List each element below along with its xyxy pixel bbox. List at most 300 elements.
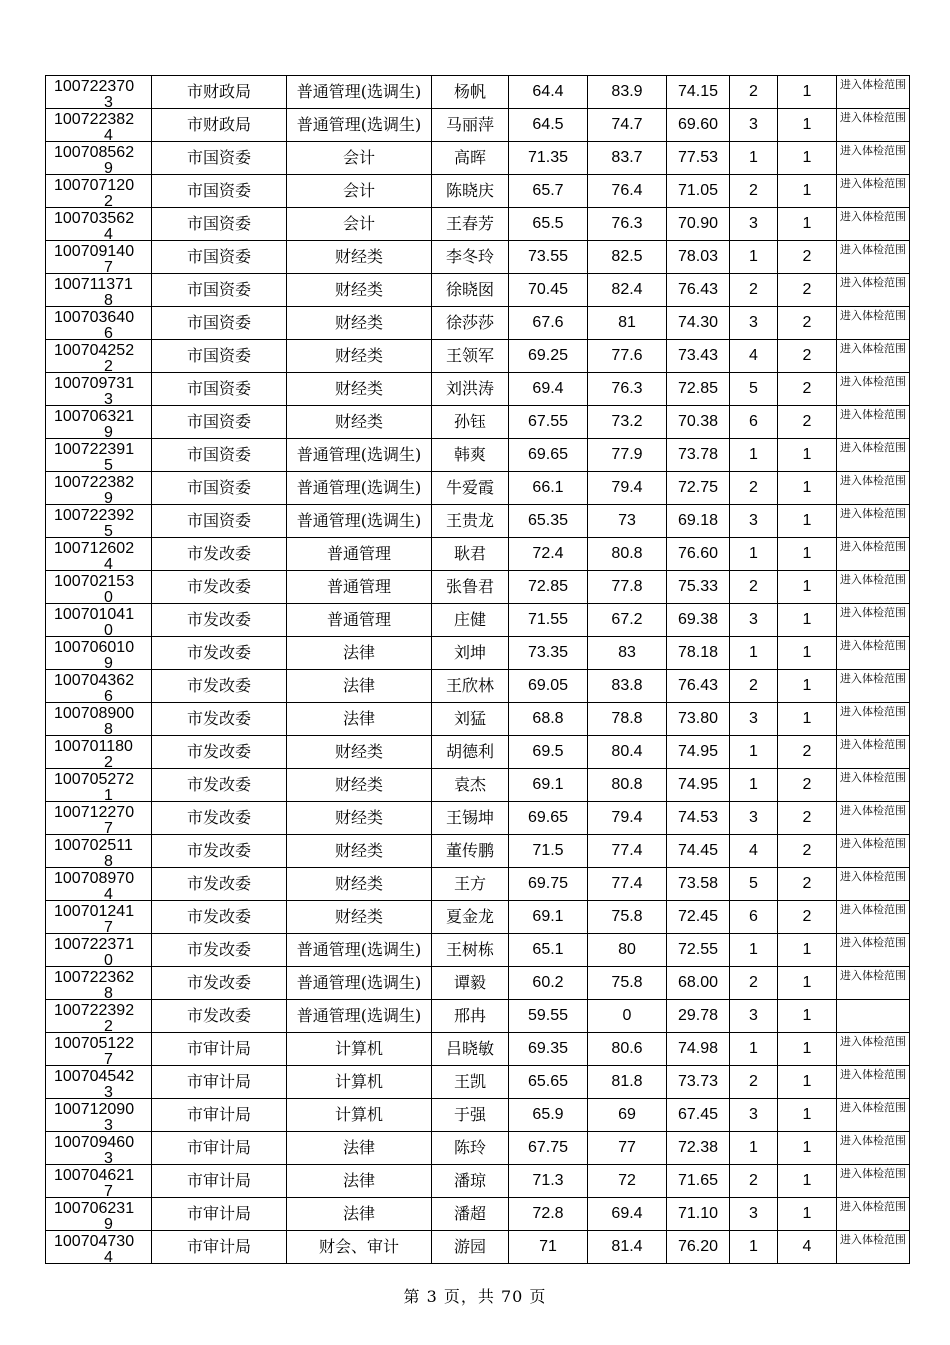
rank-cell: 1 xyxy=(730,1033,778,1066)
status-cell xyxy=(837,1198,910,1231)
status-cell xyxy=(837,142,910,175)
exam-id-cell xyxy=(46,373,152,406)
exam-id-tail: 4 xyxy=(104,556,113,571)
table-row xyxy=(46,241,910,274)
exam-id-tail: 0 xyxy=(104,589,113,604)
exam-id-tail: 3 xyxy=(104,1150,113,1165)
total-score-cell: 74.95 xyxy=(667,769,730,802)
written-score-cell: 59.55 xyxy=(509,1000,588,1033)
interview-score-cell: 0 xyxy=(588,1000,667,1033)
total-score-cell: 69.60 xyxy=(667,109,730,142)
status-cell xyxy=(837,1231,910,1264)
candidate-name-cell: 庄健 xyxy=(432,604,509,637)
rank-cell: 2 xyxy=(730,76,778,109)
candidate-name-cell: 王贵龙 xyxy=(432,505,509,538)
exam-id-main: 100722362 xyxy=(54,969,135,986)
rank-cell: 1 xyxy=(730,439,778,472)
position-cell: 财经类 xyxy=(287,373,432,406)
status-cell xyxy=(837,1132,910,1165)
exam-id-main: 100704621 xyxy=(54,1167,135,1184)
status-text: 进入体检范围 xyxy=(840,111,906,124)
quota-cell: 2 xyxy=(778,373,837,406)
rank-cell: 1 xyxy=(730,142,778,175)
table-row xyxy=(46,439,910,472)
quota-cell: 2 xyxy=(778,340,837,373)
department-cell: 市国资委 xyxy=(152,472,287,505)
exam-id-cell xyxy=(46,340,152,373)
quota-cell: 1 xyxy=(778,1198,837,1231)
exam-id-tail: 8 xyxy=(104,721,113,736)
results-table-body xyxy=(46,76,910,1264)
total-score-cell: 71.10 xyxy=(667,1198,730,1231)
total-score-cell: 73.58 xyxy=(667,868,730,901)
status-cell xyxy=(837,769,910,802)
exam-id-tail: 2 xyxy=(104,1018,113,1033)
candidate-name-cell: 张鲁君 xyxy=(432,571,509,604)
interview-score-cell: 80.4 xyxy=(588,736,667,769)
candidate-name-cell: 徐莎莎 xyxy=(432,307,509,340)
department-cell: 市发改委 xyxy=(152,1000,287,1033)
department-cell: 市国资委 xyxy=(152,373,287,406)
department-cell: 市发改委 xyxy=(152,967,287,1000)
written-score-cell: 72.85 xyxy=(509,571,588,604)
status-cell xyxy=(837,1066,910,1099)
table-row xyxy=(46,76,910,109)
status-text: 进入体检范围 xyxy=(840,1200,906,1213)
exam-id-main: 100712270 xyxy=(54,804,135,821)
interview-score-cell: 82.4 xyxy=(588,274,667,307)
candidate-name-cell: 潘超 xyxy=(432,1198,509,1231)
exam-id-cell xyxy=(46,802,152,835)
written-score-cell: 64.5 xyxy=(509,109,588,142)
position-cell: 普通管理 xyxy=(287,604,432,637)
position-cell: 计算机 xyxy=(287,1099,432,1132)
rank-cell: 5 xyxy=(730,373,778,406)
exam-id-tail: 1 xyxy=(104,787,113,802)
table-row xyxy=(46,472,910,505)
quota-cell: 1 xyxy=(778,604,837,637)
exam-id-tail: 5 xyxy=(104,523,113,538)
position-cell: 计算机 xyxy=(287,1033,432,1066)
department-cell: 市审计局 xyxy=(152,1132,287,1165)
written-score-cell: 65.1 xyxy=(509,934,588,967)
exam-id-cell xyxy=(46,967,152,1000)
exam-id-cell xyxy=(46,307,152,340)
status-cell xyxy=(837,868,910,901)
exam-id-tail: 2 xyxy=(104,754,113,769)
status-text: 进入体检范围 xyxy=(840,1035,906,1048)
exam-id-cell xyxy=(46,439,152,472)
department-cell: 市国资委 xyxy=(152,142,287,175)
total-score-cell: 71.65 xyxy=(667,1165,730,1198)
quota-cell: 1 xyxy=(778,208,837,241)
exam-id-main: 100702511 xyxy=(54,837,133,854)
exam-id-cell xyxy=(46,703,152,736)
interview-score-cell: 78.8 xyxy=(588,703,667,736)
exam-id-main: 100704252 xyxy=(54,342,135,359)
table-row xyxy=(46,571,910,604)
rank-cell: 3 xyxy=(730,505,778,538)
exam-id-cell xyxy=(46,1099,152,1132)
interview-score-cell: 69 xyxy=(588,1099,667,1132)
status-text xyxy=(837,1000,908,1002)
quota-cell: 1 xyxy=(778,1165,837,1198)
rank-cell: 4 xyxy=(730,340,778,373)
status-cell xyxy=(837,505,910,538)
quota-cell: 1 xyxy=(778,934,837,967)
department-cell: 市发改委 xyxy=(152,670,287,703)
status-text: 进入体检范围 xyxy=(840,804,906,817)
exam-id-cell xyxy=(46,868,152,901)
exam-id-tail: 4 xyxy=(104,1249,113,1264)
table-row xyxy=(46,1165,910,1198)
written-score-cell: 70.45 xyxy=(509,274,588,307)
exam-id-tail: 9 xyxy=(104,160,113,175)
department-cell: 市审计局 xyxy=(152,1198,287,1231)
written-score-cell: 69.4 xyxy=(509,373,588,406)
rank-cell: 1 xyxy=(730,1231,778,1264)
position-cell: 会计 xyxy=(287,208,432,241)
exam-id-cell xyxy=(46,670,152,703)
status-text: 进入体检范围 xyxy=(840,936,906,949)
department-cell: 市发改委 xyxy=(152,868,287,901)
position-cell: 法律 xyxy=(287,637,432,670)
quota-cell: 2 xyxy=(778,901,837,934)
exam-id-main: 100709731 xyxy=(54,375,135,392)
exam-id-cell xyxy=(46,505,152,538)
status-cell xyxy=(837,439,910,472)
written-score-cell: 69.35 xyxy=(509,1033,588,1066)
exam-id-main: 100707120 xyxy=(54,177,135,194)
department-cell: 市国资委 xyxy=(152,208,287,241)
status-text: 进入体检范围 xyxy=(840,903,906,916)
exam-id-cell xyxy=(46,604,152,637)
rank-cell: 1 xyxy=(730,1132,778,1165)
interview-score-cell: 77.4 xyxy=(588,868,667,901)
position-cell: 普通管理 xyxy=(287,538,432,571)
position-cell: 财经类 xyxy=(287,769,432,802)
table-row xyxy=(46,736,910,769)
exam-id-tail: 7 xyxy=(104,1051,113,1066)
rank-cell: 1 xyxy=(730,736,778,769)
position-cell: 财经类 xyxy=(287,835,432,868)
exam-id-cell xyxy=(46,571,152,604)
status-cell xyxy=(837,736,910,769)
table-row xyxy=(46,538,910,571)
quota-cell: 2 xyxy=(778,835,837,868)
exam-id-tail: 3 xyxy=(104,1117,113,1132)
exam-id-cell xyxy=(46,274,152,307)
exam-id-cell xyxy=(46,934,152,967)
exam-id-main: 100712602 xyxy=(54,540,135,557)
exam-id-cell xyxy=(46,109,152,142)
table-row xyxy=(46,1000,910,1033)
exam-id-main: 100711371 xyxy=(54,276,133,293)
status-text: 进入体检范围 xyxy=(840,837,906,850)
position-cell: 法律 xyxy=(287,1132,432,1165)
exam-id-tail: 2 xyxy=(104,358,113,373)
total-score-cell: 72.38 xyxy=(667,1132,730,1165)
exam-id-main: 100701241 xyxy=(54,903,135,920)
quota-cell: 1 xyxy=(778,1132,837,1165)
total-score-cell: 69.18 xyxy=(667,505,730,538)
status-cell xyxy=(837,76,910,109)
department-cell: 市国资委 xyxy=(152,175,287,208)
status-cell xyxy=(837,307,910,340)
written-score-cell: 69.5 xyxy=(509,736,588,769)
exam-id-main: 100706231 xyxy=(54,1200,135,1217)
total-score-cell: 74.30 xyxy=(667,307,730,340)
candidate-name-cell: 胡德利 xyxy=(432,736,509,769)
written-score-cell: 73.55 xyxy=(509,241,588,274)
position-cell: 普通管理(选调生) xyxy=(287,505,432,538)
status-text: 进入体检范围 xyxy=(840,507,906,520)
results-table xyxy=(45,75,910,1264)
position-cell: 法律 xyxy=(287,1198,432,1231)
exam-id-cell xyxy=(46,76,152,109)
department-cell: 市发改委 xyxy=(152,637,287,670)
status-text: 进入体检范围 xyxy=(840,639,906,652)
status-cell xyxy=(837,1000,910,1033)
exam-id-tail: 4 xyxy=(104,127,113,142)
written-score-cell: 67.6 xyxy=(509,307,588,340)
total-score-cell: 73.78 xyxy=(667,439,730,472)
candidate-name-cell: 孙钰 xyxy=(432,406,509,439)
position-cell: 财经类 xyxy=(287,868,432,901)
department-cell: 市财政局 xyxy=(152,76,287,109)
quota-cell: 2 xyxy=(778,769,837,802)
total-score-cell: 75.33 xyxy=(667,571,730,604)
quota-cell: 1 xyxy=(778,76,837,109)
status-cell xyxy=(837,472,910,505)
rank-cell: 2 xyxy=(730,1066,778,1099)
written-score-cell: 69.1 xyxy=(509,769,588,802)
written-score-cell: 69.05 xyxy=(509,670,588,703)
position-cell: 会计 xyxy=(287,142,432,175)
candidate-name-cell: 刘猛 xyxy=(432,703,509,736)
interview-score-cell: 77.9 xyxy=(588,439,667,472)
written-score-cell: 71 xyxy=(509,1231,588,1264)
exam-id-cell xyxy=(46,1033,152,1066)
exam-id-main: 100712090 xyxy=(54,1101,135,1118)
candidate-name-cell: 邢冉 xyxy=(432,1000,509,1033)
total-score-cell: 74.53 xyxy=(667,802,730,835)
position-cell: 普通管理(选调生) xyxy=(287,109,432,142)
rank-cell: 2 xyxy=(730,967,778,1000)
rank-cell: 3 xyxy=(730,1099,778,1132)
candidate-name-cell: 于强 xyxy=(432,1099,509,1132)
exam-id-cell xyxy=(46,736,152,769)
position-cell: 财经类 xyxy=(287,406,432,439)
status-text: 进入体检范围 xyxy=(840,870,906,883)
rank-cell: 3 xyxy=(730,307,778,340)
exam-id-main: 100702153 xyxy=(54,573,135,590)
exam-id-cell xyxy=(46,472,152,505)
exam-id-main: 100704542 xyxy=(54,1068,135,1085)
status-cell xyxy=(837,670,910,703)
candidate-name-cell: 王锡坤 xyxy=(432,802,509,835)
interview-score-cell: 75.8 xyxy=(588,901,667,934)
interview-score-cell: 83.8 xyxy=(588,670,667,703)
table-row xyxy=(46,373,910,406)
total-score-cell: 29.78 xyxy=(667,1000,730,1033)
exam-id-tail: 7 xyxy=(104,259,113,274)
rank-cell: 1 xyxy=(730,241,778,274)
exam-id-main: 100706321 xyxy=(54,408,135,425)
interview-score-cell: 77 xyxy=(588,1132,667,1165)
department-cell: 市发改委 xyxy=(152,538,287,571)
status-text: 进入体检范围 xyxy=(840,672,906,685)
position-cell: 财经类 xyxy=(287,274,432,307)
department-cell: 市发改委 xyxy=(152,901,287,934)
written-score-cell: 72.8 xyxy=(509,1198,588,1231)
candidate-name-cell: 潘琼 xyxy=(432,1165,509,1198)
exam-id-cell xyxy=(46,538,152,571)
candidate-name-cell: 谭毅 xyxy=(432,967,509,1000)
status-text: 进入体检范围 xyxy=(840,342,906,355)
exam-id-tail: 5 xyxy=(104,457,113,472)
status-text: 进入体检范围 xyxy=(840,738,906,751)
position-cell: 普通管理(选调生) xyxy=(287,1000,432,1033)
candidate-name-cell: 李冬玲 xyxy=(432,241,509,274)
interview-score-cell: 73 xyxy=(588,505,667,538)
status-text: 进入体检范围 xyxy=(840,771,906,784)
exam-id-tail: 6 xyxy=(104,325,113,340)
interview-score-cell: 81.8 xyxy=(588,1066,667,1099)
exam-id-tail: 7 xyxy=(104,1183,113,1198)
status-cell xyxy=(837,538,910,571)
interview-score-cell: 80.8 xyxy=(588,769,667,802)
candidate-name-cell: 王方 xyxy=(432,868,509,901)
table-row xyxy=(46,868,910,901)
total-score-cell: 78.03 xyxy=(667,241,730,274)
total-score-cell: 73.43 xyxy=(667,340,730,373)
exam-id-main: 100704362 xyxy=(54,672,135,689)
position-cell: 财经类 xyxy=(287,340,432,373)
table-row xyxy=(46,1231,910,1264)
quota-cell: 1 xyxy=(778,967,837,1000)
written-score-cell: 64.4 xyxy=(509,76,588,109)
rank-cell: 3 xyxy=(730,703,778,736)
interview-score-cell: 76.4 xyxy=(588,175,667,208)
table-row xyxy=(46,802,910,835)
candidate-name-cell: 马丽萍 xyxy=(432,109,509,142)
table-row xyxy=(46,901,910,934)
exam-id-cell xyxy=(46,406,152,439)
status-cell xyxy=(837,340,910,373)
quota-cell: 2 xyxy=(778,736,837,769)
table-row xyxy=(46,307,910,340)
interview-score-cell: 80.8 xyxy=(588,538,667,571)
exam-id-main: 100701180 xyxy=(54,738,133,755)
table-row xyxy=(46,670,910,703)
position-cell: 普通管理(选调生) xyxy=(287,472,432,505)
total-score-cell: 67.45 xyxy=(667,1099,730,1132)
status-cell xyxy=(837,571,910,604)
status-text: 进入体检范围 xyxy=(840,144,906,157)
candidate-name-cell: 牛爱霞 xyxy=(432,472,509,505)
exam-id-tail: 0 xyxy=(104,952,113,967)
quota-cell: 1 xyxy=(778,670,837,703)
status-cell xyxy=(837,241,910,274)
written-score-cell: 69.1 xyxy=(509,901,588,934)
table-row xyxy=(46,175,910,208)
written-score-cell: 67.55 xyxy=(509,406,588,439)
exam-id-main: 100722370 xyxy=(54,78,135,95)
exam-id-tail: 7 xyxy=(104,820,113,835)
written-score-cell: 67.75 xyxy=(509,1132,588,1165)
exam-id-main: 100703640 xyxy=(54,309,135,326)
written-score-cell: 69.25 xyxy=(509,340,588,373)
status-text: 进入体检范围 xyxy=(840,408,906,421)
department-cell: 市发改委 xyxy=(152,769,287,802)
status-text: 进入体检范围 xyxy=(840,78,906,91)
quota-cell: 1 xyxy=(778,637,837,670)
rank-cell: 5 xyxy=(730,868,778,901)
written-score-cell: 71.35 xyxy=(509,142,588,175)
quota-cell: 2 xyxy=(778,802,837,835)
exam-id-tail: 0 xyxy=(104,622,113,637)
department-cell: 市审计局 xyxy=(152,1231,287,1264)
status-text: 进入体检范围 xyxy=(840,573,906,586)
position-cell: 普通管理(选调生) xyxy=(287,76,432,109)
exam-id-cell xyxy=(46,1165,152,1198)
quota-cell: 1 xyxy=(778,142,837,175)
interview-score-cell: 77.4 xyxy=(588,835,667,868)
written-score-cell: 71.5 xyxy=(509,835,588,868)
rank-cell: 2 xyxy=(730,670,778,703)
candidate-name-cell: 王欣林 xyxy=(432,670,509,703)
status-text: 进入体检范围 xyxy=(840,375,906,388)
exam-id-cell xyxy=(46,142,152,175)
rank-cell: 3 xyxy=(730,1198,778,1231)
quota-cell: 1 xyxy=(778,109,837,142)
exam-id-cell xyxy=(46,241,152,274)
total-score-cell: 72.45 xyxy=(667,901,730,934)
rank-cell: 2 xyxy=(730,472,778,505)
status-text: 进入体检范围 xyxy=(840,969,906,982)
rank-cell: 2 xyxy=(730,571,778,604)
written-score-cell: 72.4 xyxy=(509,538,588,571)
status-text: 进入体检范围 xyxy=(840,1167,906,1180)
interview-score-cell: 75.8 xyxy=(588,967,667,1000)
rank-cell: 2 xyxy=(730,1165,778,1198)
department-cell: 市发改委 xyxy=(152,571,287,604)
rank-cell: 6 xyxy=(730,901,778,934)
exam-id-tail: 2 xyxy=(104,193,113,208)
status-cell xyxy=(837,175,910,208)
candidate-name-cell: 游园 xyxy=(432,1231,509,1264)
status-text: 进入体检范围 xyxy=(840,243,906,256)
quota-cell: 2 xyxy=(778,274,837,307)
department-cell: 市国资委 xyxy=(152,241,287,274)
exam-id-tail: 9 xyxy=(104,490,113,505)
position-cell: 计算机 xyxy=(287,1066,432,1099)
exam-id-cell xyxy=(46,175,152,208)
quota-cell: 4 xyxy=(778,1231,837,1264)
status-cell xyxy=(837,208,910,241)
table-row xyxy=(46,340,910,373)
quota-cell: 2 xyxy=(778,868,837,901)
table-row xyxy=(46,1132,910,1165)
table-row xyxy=(46,208,910,241)
exam-id-main: 100708900 xyxy=(54,705,135,722)
total-score-cell: 74.15 xyxy=(667,76,730,109)
exam-id-cell xyxy=(46,1132,152,1165)
written-score-cell: 73.35 xyxy=(509,637,588,670)
interview-score-cell: 69.4 xyxy=(588,1198,667,1231)
written-score-cell: 65.7 xyxy=(509,175,588,208)
